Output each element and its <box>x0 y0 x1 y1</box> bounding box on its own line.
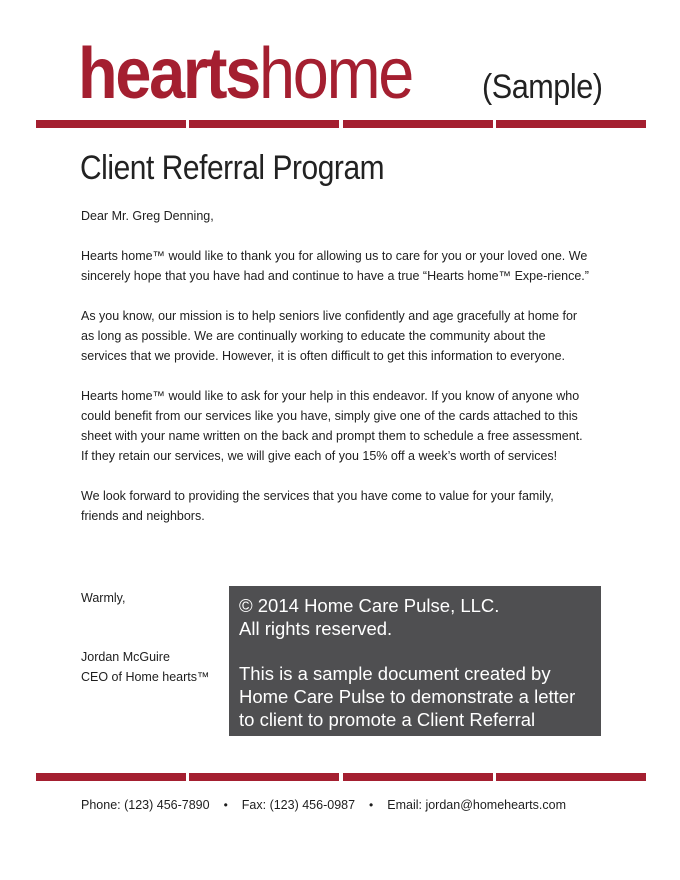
letter-body <box>81 206 591 546</box>
divider-segment <box>496 773 646 781</box>
footer-phone: Phone: (123) 456-7890 <box>81 798 210 812</box>
logo-home: home <box>258 34 413 114</box>
footer-divider <box>36 773 646 781</box>
divider-segment <box>36 773 186 781</box>
logo-hearts: hearts <box>78 34 259 114</box>
signer-name: Jordan McGuire <box>81 650 170 664</box>
footer-email: Email: jordan@homehearts.com <box>387 798 566 812</box>
letter-paragraph: Hearts home™ would like to thank you for allowing us to care for you or your loved one. We sincerely hope that you have had and continue to have a true “Hearts home™ Expe-rience.” <box>81 249 589 283</box>
contact-footer <box>81 796 566 814</box>
copyright-notice <box>229 586 601 753</box>
letter-paragraph: As you know, our mission is to help seniors live confidently and age gracefully at home for as long as possible. We are continually working to educate the community about the services that we provide. However, it is often difficult to get this information to everyone. <box>81 309 578 363</box>
letter-paragraph: Hearts home™ would like to ask for your help in this endeavor. If you know of anyone who could benefit from our services like you have, simply give one of the cards attached to this sheet with your name written on the back and prompt them to schedule a free assessment. If they retain our services, we will give each of you 15% off a week’s worth of services! <box>81 389 583 463</box>
divider-segment <box>36 120 186 128</box>
signer-title: CEO of Home hearts™ <box>81 670 210 684</box>
bullet-separator: • <box>223 798 228 812</box>
salutation: Dear Mr. Greg Denning, <box>81 209 214 223</box>
copyright-text: © 2014 Home Care Pulse, LLC. <box>239 595 500 616</box>
footer-fax: Fax: (123) 456-0987 <box>241 798 356 812</box>
signature-block <box>81 647 210 687</box>
bullet-separator: • <box>369 798 374 812</box>
sample-label: (Sample) <box>482 68 603 106</box>
rights-text: All rights reserved. <box>239 618 393 639</box>
closing: Warmly, <box>81 591 126 605</box>
notice-spacer <box>239 640 591 662</box>
header-divider <box>36 120 646 128</box>
company-logo <box>78 34 413 114</box>
divider-segment <box>343 773 493 781</box>
divider-segment <box>496 120 646 128</box>
notice-description: This is a sample document created by Home Care Pulse to demonstrate a letter to client to promote a Client Referral Program. <box>239 663 576 753</box>
divider-segment <box>343 120 493 128</box>
divider-segment <box>189 120 339 128</box>
letter-paragraph: We look forward to providing the services that you have come to value for your family, friends and neighbors. <box>81 489 554 523</box>
divider-segment <box>189 773 339 781</box>
page-title: Client Referral Program <box>80 149 385 187</box>
